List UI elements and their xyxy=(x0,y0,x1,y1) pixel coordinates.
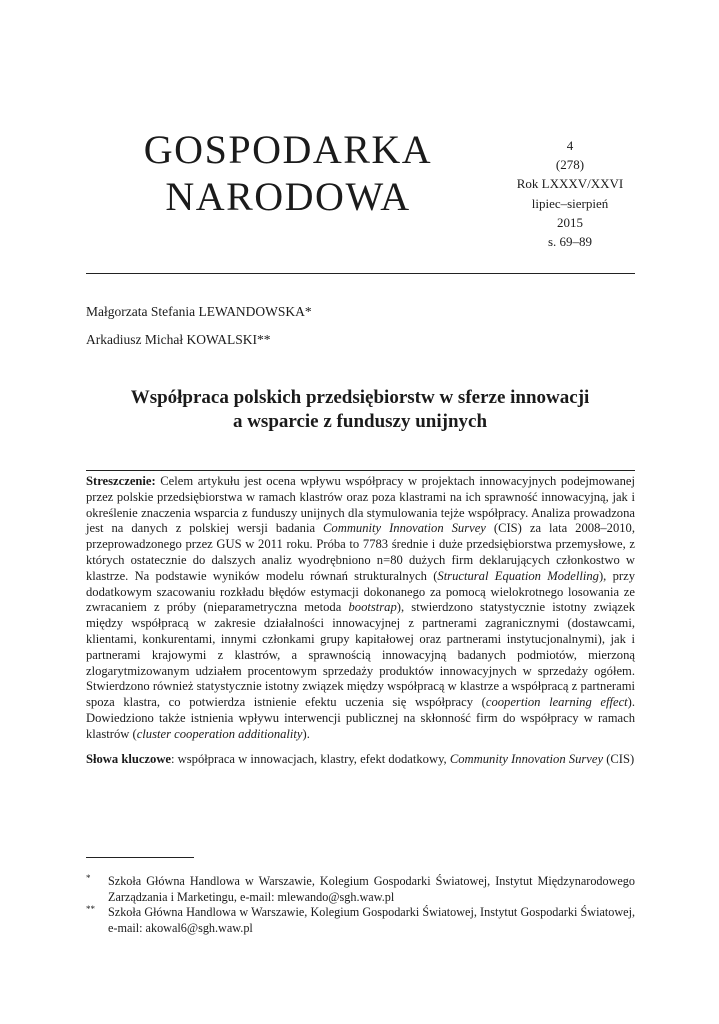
abstract-divider xyxy=(86,470,635,471)
issue-number: 4 xyxy=(566,138,574,153)
abstract-text-3: ), przy dodatkowym szacowaniu rozkładu błędów estymacji dokonanego za pomocą wielokrotnego losowania ze zwracaniem z próby (nieparametryczna metoda xyxy=(86,568,635,615)
abstract-section xyxy=(86,474,635,767)
abstract-italic-3: bootstrap xyxy=(348,600,397,615)
issue-year: 2015 xyxy=(557,214,583,230)
abstract-italic-1: Community Innovation Survey xyxy=(323,521,486,536)
abstract-text-4: ), stwierdzono statystycznie istotny związek między współpracą w zakresie działalności innowacyjnej z partnerami zagranicznymi (dostawcami, klientami, konkurentami, innymi członkami grupy kapitałowej oraz partnerami instytucjonalnymi), jak i partnerami krajowymi z klastrów, a sprawnością innowacyjną badanych podmiotów, mierzoną zlogarytmizowanym udziałem procentowym sprzedaży produktów innowacyjnych w sprzedaży ogółem. Stwierdzono również statystycznie istotny związek między współpracą w klastrze a współpracą z partnerami spoza klastra, co potwierdza istnienie efektu uczenia się współpracy ( xyxy=(86,600,635,710)
abstract-italic-5: cluster cooperation additionality xyxy=(136,726,303,741)
issue-cumulative-number: (278) xyxy=(555,157,585,173)
keywords-label: Słowa kluczowe xyxy=(86,751,172,766)
journal-title xyxy=(118,126,458,220)
author-2: Arkadiusz Michał KOWALSKI** xyxy=(86,332,271,347)
footnote-divider xyxy=(86,857,194,858)
footnote-1 xyxy=(86,874,635,905)
footnote-mark: * xyxy=(86,873,91,883)
abstract-paragraph xyxy=(86,474,635,743)
footnote-mark: ** xyxy=(86,904,95,915)
abstract-italic-2: Structural Equation Modelling xyxy=(437,568,599,583)
issue-pages: s. 69–89 xyxy=(547,234,593,250)
article-title-line-1: Współpraca polskich przedsiębiorstw w sferze innowacji xyxy=(130,387,590,408)
footnote-2 xyxy=(86,905,635,936)
keywords-italic: Community Innovation Survey xyxy=(449,751,604,766)
abstract-text-5: ). Dowiedziono także istnienia wpływu interwencji publicznej na skłonność firm do współpracy w ramach klastrów ( xyxy=(86,695,635,741)
abstract-label: Streszczenie: xyxy=(86,474,156,488)
abstract-text-6: ). xyxy=(302,726,310,741)
article-title-line-2: a wsparcie z funduszy unijnych xyxy=(232,411,488,432)
issue-year-volume: Rok LXXXV/XXVI xyxy=(516,176,624,192)
article-title xyxy=(60,386,660,434)
abstract-text-1: Celem artykułu jest ocena wpływu współpracy w projektach innowacyjnych podejmowanej przez polskie przedsiębiorstwa w ramach klastrów oraz poza klastrami na ich sprawność innowacyjną, jak i określenie znaczenia wsparcia z funduszy unijnych dla stymulowania tejże współpracy. Analiza prowadzona jest na danych z polskiej wersji badania xyxy=(86,474,635,536)
abstract-italic-4: coopertion learning effect xyxy=(485,695,628,710)
journal-title-line-1: GOSPODARKA xyxy=(143,127,433,172)
issue-meta xyxy=(500,136,640,251)
journal-title-line-2: NARODOWA xyxy=(165,174,411,219)
header-divider xyxy=(86,273,635,274)
keywords-paragraph xyxy=(86,752,635,768)
issue-months: lipiec–sierpień xyxy=(531,195,609,211)
footnote-text: Szkoła Główna Handlowa w Warszawie, Kolegium Gospodarki Światowej, Instytut Gospodarki Światowej, e-mail: akowal6@sgh.waw.pl xyxy=(108,905,635,935)
author-list xyxy=(86,298,312,354)
author-1: Małgorzata Stefania LEWANDOWSKA* xyxy=(86,304,312,319)
keywords-text: : współpraca w innowacjach, klastry, efekt dodatkowy, xyxy=(171,751,450,766)
footnotes xyxy=(86,874,635,936)
footnote-text: Szkoła Główna Handlowa w Warszawie, Kolegium Gospodarki Światowej, Instytut Międzynarodowego Zarządzania i Marketingu, e-mail: mlewando@sgh.waw.pl xyxy=(108,874,635,904)
keywords-tail: (CIS) xyxy=(603,751,635,766)
abstract-text-2: (CIS) za lata 2008–2010, przeprowadzonego przez GUS w 2011 roku. Próba to 7783 średnie i duże przedsiębiorstwa przemysłowe, z których ostatecznie do dalszych analiz wyodrębniono n=80 dużych firm deklarujących członkostwo w klastrze. Na podstawie wyników modelu równań strukturalnych ( xyxy=(86,521,635,583)
